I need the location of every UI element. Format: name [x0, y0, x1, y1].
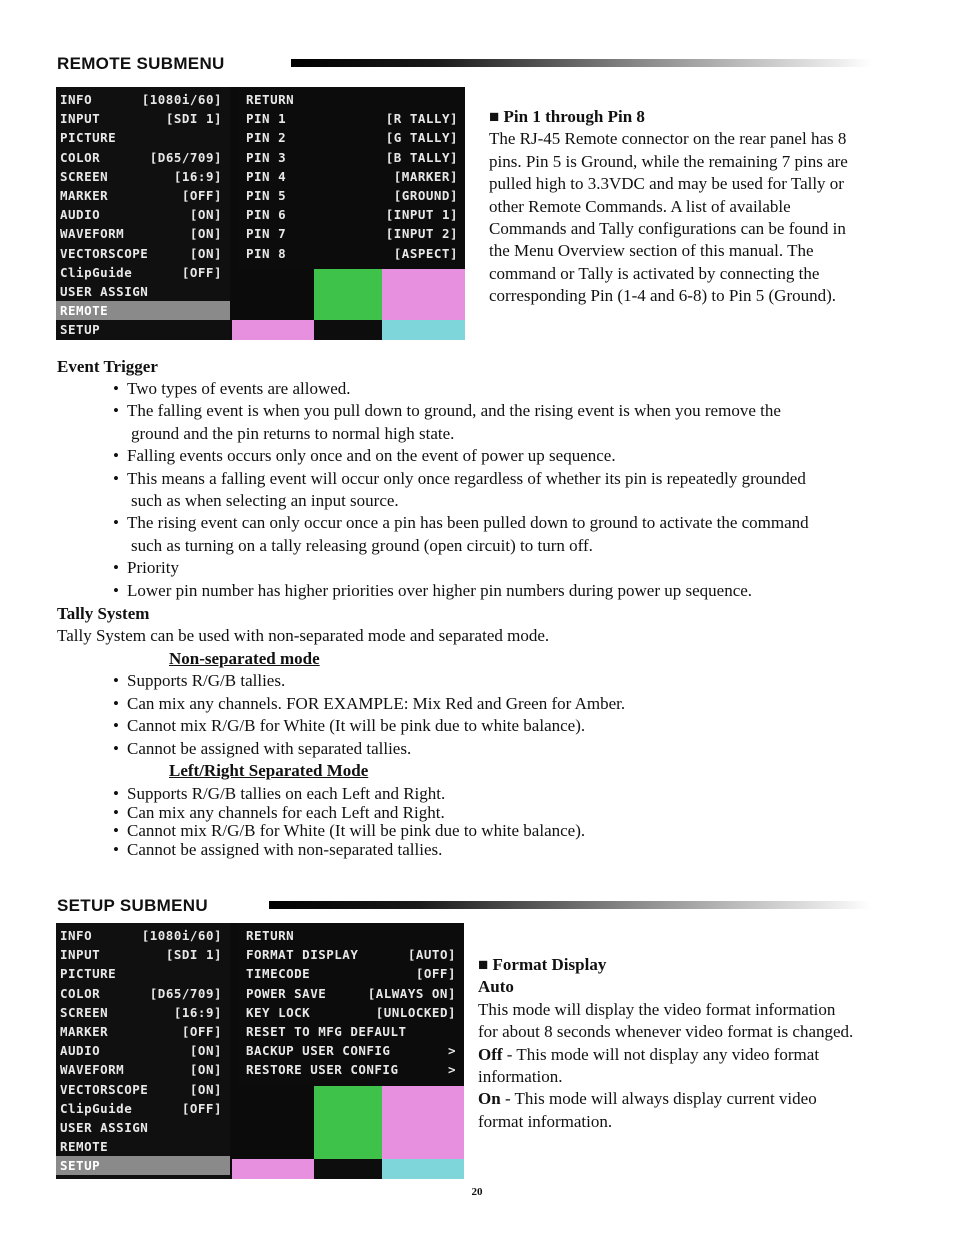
osd-submenu-value: > [447, 1062, 456, 1078]
osd-submenu-value: [MARKER] [393, 168, 458, 184]
osd-menu-label: INPUT [60, 111, 101, 127]
osd-menu-value: [D65/709] [149, 149, 222, 165]
bullet-text: Supports R/G/B tallies on each Left and Right. [127, 784, 446, 803]
off-label: Off [478, 1044, 503, 1064]
osd-submenu-item [246, 205, 458, 224]
osd-menu-item [60, 1137, 226, 1156]
setup-section-title: SETUP SUBMENU [57, 896, 208, 915]
setup-section-header [57, 896, 208, 916]
bullet-text: Falling events occurs only once and on the event of power up sequence. [127, 446, 616, 466]
tally-bullet [113, 839, 442, 861]
osd-menu-item [60, 945, 226, 964]
osd-menu-label: ClipGuide [60, 264, 133, 280]
osd-menu-value: [ON] [189, 226, 222, 242]
setup-description [478, 954, 918, 1133]
tally-bullet [113, 670, 285, 692]
osd-menu-value: [16:9] [173, 168, 222, 184]
osd-menu-value: [SDI 1] [165, 947, 222, 963]
osd-menu-item [60, 282, 226, 301]
bullet-dot: • [113, 580, 119, 600]
event-bullet [113, 400, 781, 422]
osd-main-menu [56, 923, 230, 1179]
tally-bullet [113, 693, 625, 715]
remote-desc-line: pins. Pin 5 is Ground, while the remaining 7 pins are [489, 151, 848, 171]
osd-menu-label: SCREEN [60, 168, 109, 184]
remote-menu-screenshot [56, 87, 465, 340]
osd-menu-value: [OFF] [181, 264, 222, 280]
event-bullet-continuation: ground and the pin returns to normal high state. [131, 423, 455, 443]
remote-desc-line: command or Tally is activated by connecting the [489, 263, 820, 283]
sep-heading: Left/Right Separated Mode [169, 761, 369, 780]
auto-label: Auto [478, 977, 514, 997]
osd-menu-item [60, 1003, 226, 1022]
osd-submenu-value: [G TALLY] [385, 130, 458, 146]
osd-submenu-label: PIN 1 [246, 111, 287, 127]
osd-menu-label: VECTORSCOPE [60, 1081, 149, 1097]
osd-menu-label: MARKER [60, 1024, 109, 1039]
osd-submenu-label: PIN 7 [246, 226, 287, 242]
osd-menu-label: VECTORSCOPE [60, 245, 149, 261]
osd-submenu-item [246, 926, 456, 945]
auto-line: for about 8 seconds whenever video format is changed. [478, 1022, 854, 1042]
bullet-dot: • [113, 738, 119, 758]
remote-description [489, 106, 909, 308]
off-description [478, 1044, 918, 1066]
osd-menu-item [60, 1060, 226, 1079]
osd-bottom-strip [232, 320, 465, 340]
osd-menu-item [60, 1022, 226, 1041]
osd-menu-label: ClipGuide [60, 1100, 133, 1116]
bullet-dot: • [113, 558, 119, 578]
osd-submenu-value: [INPUT 2] [385, 226, 458, 242]
osd-menu-label: AUDIO [60, 1043, 101, 1059]
bullet-dot: • [113, 693, 119, 713]
bullet-dot: • [113, 671, 119, 690]
event-bullet-continuation: such as when selecting an input source. [131, 491, 399, 510]
osd-menu-value: [ON] [189, 1081, 222, 1097]
osd-menu-label: USER ASSIGN [60, 284, 149, 299]
tally-bullet [113, 715, 585, 737]
nonsep-heading: Non-separated mode [169, 649, 320, 668]
osd-menu-item [60, 244, 226, 263]
on-continuation: format information. [478, 1111, 613, 1131]
bullet-text: Supports R/G/B tallies. [127, 671, 286, 690]
osd-menu-label: COLOR [60, 149, 101, 165]
tally-system-intro: Tally System can be used with non-separated mode and separated mode. [57, 626, 550, 645]
osd-menu-item [60, 964, 226, 983]
osd-menu-item [60, 186, 226, 205]
osd-submenu-label: RESTORE USER CONFIG [246, 1062, 399, 1078]
osd-submenu-label: PIN 3 [246, 149, 287, 165]
osd-menu-label: WAVEFORM [60, 1062, 125, 1078]
on-description [478, 1088, 918, 1110]
remote-desc-line: pulled high to 3.3VDC and may be used for Tally or [489, 174, 844, 194]
bullet-text: This means a falling event will occur only once regardless of whether its pin is repeatedly grounded [127, 468, 806, 488]
bullet-text: Can mix any channels. FOR EXAMPLE: Mix Red and Green for Amber. [127, 693, 626, 713]
osd-menu-item [60, 263, 226, 282]
osd-menu-label: PICTURE [60, 130, 117, 146]
osd-submenu-value: [B TALLY] [385, 149, 458, 165]
osd-menu-label: SETUP [60, 1158, 101, 1174]
bullet-text: Lower pin number has higher priorities over higher pin numbers during power up sequence. [127, 580, 753, 600]
bullet-dot: • [113, 716, 119, 736]
setup-menu-screenshot [56, 923, 464, 1179]
osd-menu-item [60, 128, 226, 147]
osd-submenu-value: [R TALLY] [385, 111, 458, 127]
bullet-text: Cannot mix R/G/B for White (It will be pink due to white balance). [127, 821, 586, 841]
osd-submenu-item [246, 128, 458, 147]
osd-menu-label: AUDIO [60, 207, 101, 223]
remote-desc-line: The RJ-45 Remote connector on the rear panel has 8 [489, 129, 847, 149]
osd-submenu-item [246, 945, 456, 964]
osd-submenu-item [246, 1022, 456, 1041]
pin-heading: ■ Pin 1 through Pin 8 [489, 107, 645, 126]
osd-menu-label: MARKER [60, 188, 109, 203]
osd-menu-value: [ON] [189, 245, 222, 261]
bullet-dot: • [113, 401, 119, 421]
tally-bullet [113, 738, 411, 760]
bullet-dot: • [113, 802, 119, 822]
osd-menu-value: [OFF] [181, 1100, 222, 1116]
osd-menu-value: [OFF] [181, 1024, 222, 1039]
osd-submenu-label: FORMAT DISPLAY [246, 947, 359, 963]
bullet-dot: • [113, 839, 119, 859]
osd-menu-label: SETUP [60, 322, 101, 338]
bullet-dot: • [113, 821, 119, 841]
osd-menu-value: [16:9] [173, 1004, 222, 1020]
osd-menu-item [60, 148, 226, 167]
osd-menu-item [60, 167, 226, 186]
osd-menu-item [60, 205, 226, 224]
setup-section-rule [269, 901, 871, 909]
page-number: 20 [471, 1186, 483, 1198]
osd-menu-label: PICTURE [60, 966, 117, 982]
osd-menu-value: [ON] [189, 207, 222, 223]
remote-desc-line: corresponding Pin (1-4 and 6-8) to Pin 5 (Ground). [489, 286, 837, 306]
off-continuation: information. [478, 1067, 563, 1087]
osd-submenu-label: PIN 2 [246, 130, 287, 146]
event-bullet-continuation: such as turning on a tally releasing ground (open circuit) to turn off. [131, 535, 593, 555]
bullet-dot: • [113, 513, 119, 533]
bullet-text: Cannot be assigned with separated tallies. [127, 738, 412, 758]
osd-menu-value: [1080i/60] [141, 92, 222, 107]
osd-menu-item [60, 1041, 226, 1060]
event-bullet [113, 580, 752, 602]
osd-menu-item [60, 1118, 226, 1137]
osd-menu-item [60, 224, 226, 243]
osd-submenu-item [246, 186, 458, 205]
osd-submenu-value: [GROUND] [393, 188, 458, 203]
osd-menu-item [60, 90, 226, 109]
osd-menu-label: WAVEFORM [60, 226, 125, 242]
osd-submenu-label: PIN 4 [246, 168, 287, 184]
osd-submenu-item [246, 984, 456, 1003]
event-bullet [113, 512, 809, 534]
osd-menu-value: [ON] [189, 1043, 222, 1059]
osd-submenu-item [246, 109, 458, 128]
auto-line: This mode will display the video format information [478, 999, 836, 1019]
osd-menu-label: REMOTE [60, 303, 109, 319]
osd-menu-label: COLOR [60, 985, 101, 1001]
bullet-dot: • [113, 379, 119, 398]
osd-submenu-label: KEY LOCK [246, 1004, 311, 1020]
osd-submenu-panel [238, 87, 465, 269]
bullet-text: The falling event is when you pull down to ground, and the rising event is when you remove the [127, 401, 781, 421]
osd-main-menu [56, 87, 230, 340]
event-trigger-heading: Event Trigger [57, 357, 158, 376]
bullet-text: Cannot be assigned with non-separated tallies. [127, 839, 443, 859]
osd-submenu-label: POWER SAVE [246, 985, 327, 1001]
osd-menu-item [60, 926, 226, 945]
osd-submenu-value: > [447, 1043, 456, 1059]
osd-submenu-label: PIN 6 [246, 207, 287, 223]
osd-menu-item [60, 109, 226, 128]
osd-submenu-value: [INPUT 1] [385, 207, 458, 223]
osd-menu-value: [OFF] [181, 188, 222, 203]
osd-menu-label: SCREEN [60, 1004, 109, 1020]
osd-menu-label: USER ASSIGN [60, 1120, 149, 1135]
osd-menu-value: [D65/709] [149, 985, 222, 1001]
on-text: - This mode will always display current video [500, 1089, 817, 1109]
event-bullet [113, 557, 179, 579]
osd-menu-value: [SDI 1] [165, 111, 222, 127]
bullet-text: Can mix any channels for each Left and Right. [127, 802, 445, 822]
osd-submenu-label: BACKUP USER CONFIG [246, 1043, 391, 1059]
osd-submenu-value: [AUTO] [407, 947, 456, 963]
osd-menu-item [60, 1099, 226, 1118]
on-label: On [478, 1089, 501, 1109]
remote-section-rule [291, 59, 871, 67]
osd-submenu-item [246, 167, 458, 186]
osd-submenu-item [246, 244, 458, 263]
osd-menu-value: [ON] [189, 1062, 222, 1078]
tally-system-heading: Tally System [57, 604, 150, 623]
event-bullet [113, 468, 806, 490]
osd-submenu-value: [UNLOCKED] [375, 1004, 456, 1020]
osd-menu-label: REMOTE [60, 1139, 109, 1155]
osd-menu-label: INFO [60, 928, 93, 943]
osd-submenu-item [246, 224, 458, 243]
off-text: - This mode will not display any video format [502, 1044, 820, 1064]
osd-menu-label: INPUT [60, 947, 101, 963]
osd-submenu-label: RESET TO MFG DEFAULT [246, 1024, 407, 1039]
event-bullet [113, 445, 616, 467]
osd-submenu-value: [ALWAYS ON] [367, 985, 456, 1001]
event-bullet [113, 378, 351, 400]
remote-desc-line: the Menu Overview section of this manual. The [489, 241, 814, 261]
osd-submenu-item [246, 1060, 456, 1079]
remote-desc-line: other Remote Commands. A list of available [489, 196, 791, 216]
osd-menu-item [56, 301, 230, 320]
bullet-text: Priority [127, 558, 179, 578]
auto-description [478, 999, 918, 1044]
osd-menu-item [60, 984, 226, 1003]
remote-section-header [57, 54, 225, 74]
osd-submenu-label: TIMECODE [246, 966, 311, 982]
osd-submenu-item [246, 964, 456, 983]
remote-desc-lines [489, 128, 909, 307]
osd-menu-item [60, 320, 226, 339]
osd-submenu-item [246, 148, 458, 167]
osd-menu-item [56, 1156, 230, 1175]
osd-bottom-strip [232, 1159, 464, 1179]
bullet-text: Two types of events are allowed. [127, 379, 351, 398]
bullet-dot: • [113, 784, 119, 803]
osd-submenu-value: [ASPECT] [393, 245, 458, 261]
osd-submenu-panel [238, 923, 464, 1086]
osd-submenu-item [246, 90, 458, 109]
remote-desc-line: Commands and Tally configurations can be found in [489, 219, 846, 239]
osd-submenu-value: [OFF] [415, 966, 456, 982]
osd-submenu-label: PIN 8 [246, 245, 287, 261]
osd-submenu-item [246, 1041, 456, 1060]
osd-submenu-item [246, 1003, 456, 1022]
osd-submenu-label: PIN 5 [246, 188, 287, 203]
osd-menu-value: [1080i/60] [141, 928, 222, 943]
remote-section-title: REMOTE SUBMENU [57, 54, 225, 73]
bullet-text: The rising event can only occur once a pin has been pulled down to ground to activate the command [127, 513, 809, 533]
format-display-heading: ■ Format Display [478, 955, 607, 974]
bullet-dot: • [113, 446, 119, 466]
bullet-text: Cannot mix R/G/B for White (It will be pink due to white balance). [127, 716, 586, 736]
bullet-dot: • [113, 468, 119, 488]
osd-menu-label: INFO [60, 92, 93, 107]
osd-menu-item [60, 1080, 226, 1099]
osd-submenu-label: RETURN [246, 928, 295, 943]
osd-submenu-label: RETURN [246, 92, 295, 107]
